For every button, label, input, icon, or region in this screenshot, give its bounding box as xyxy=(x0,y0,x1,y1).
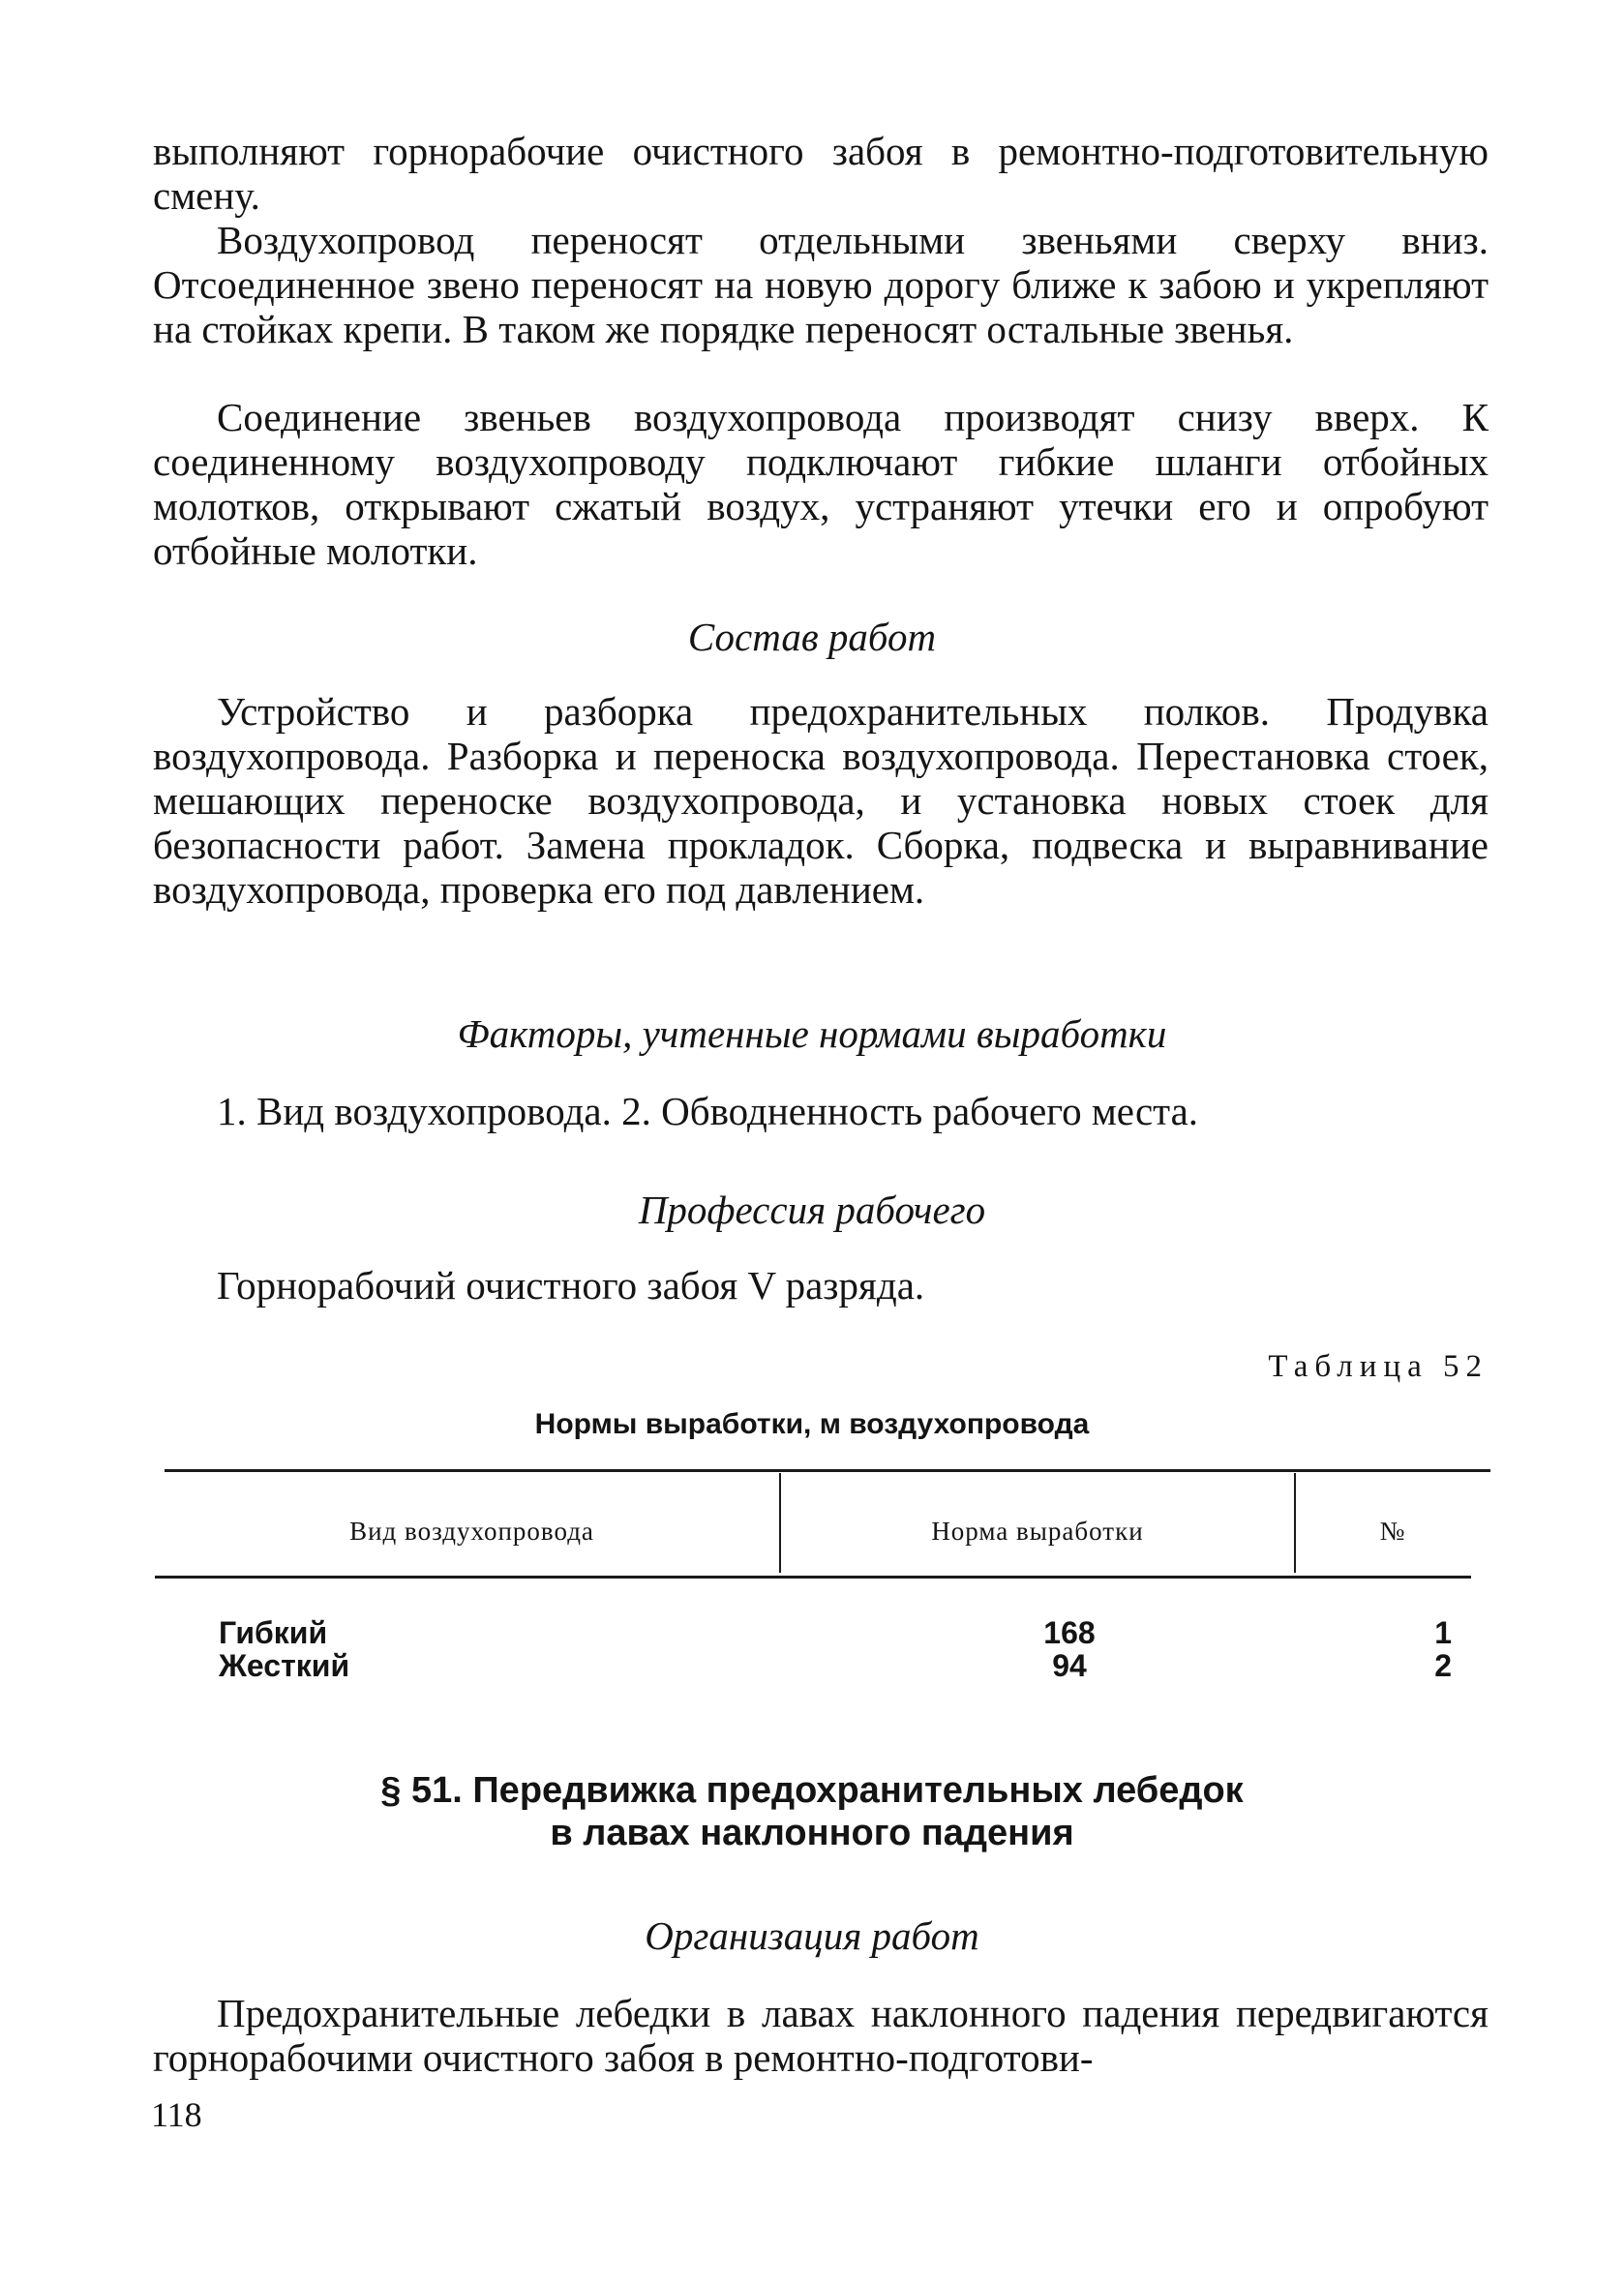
paragraph-work-composition: Устройство и разборка предохранительных полков. Продувка воздухопровода. Разборка и переноска воздухопровода. Перестановка стоек, мешающих переноске воздухопровода, и установка новых стоек для безопасности работ. Замена прокладок. Сборка, подвеска и выравнивание воздухопровода, проверка его под давлением. xyxy=(153,689,1489,912)
table-title: Нормы выработки, м воздухопровода xyxy=(534,1408,1090,1440)
paragraph-continuation: выполняют горнорабочие очистного забоя в ремонтно-подготовительную смену. xyxy=(153,129,1489,218)
table-label: Таблица 52 xyxy=(1268,1349,1489,1384)
paragraph-profession: Горнорабочий очистного забоя V разряда. xyxy=(217,1263,925,1308)
section-51-title-line1: § 51. Передвижка предохранительных лебедок xyxy=(380,1770,1244,1811)
section-51-title-line2: в лавах наклонного падения xyxy=(550,1813,1074,1853)
table-cell-pipe-type: Гибкий xyxy=(219,1615,328,1650)
heading-work-composition: Состав работ xyxy=(687,615,937,659)
paragraph-work-organization: Предохранительные лебедки в лавах наклонного падения передвигаются горнорабочими очистного забоя в ремонтно-подготови- xyxy=(153,1991,1489,2080)
table-header-pipe-type: Вид воздухопровода xyxy=(349,1517,594,1546)
paragraph-air-pipe-connection: Соединение звеньев воздухопровода производят снизу вверх. К соединенному воздухопроводу подключают гибкие шланги отбойных молотков, открывают сжатый воздух, устраняют утечки его и опробуют отбойные молотки. xyxy=(153,395,1489,573)
table-cell-number: 1 xyxy=(1434,1615,1452,1650)
heading-profession: Профессия рабочего xyxy=(638,1188,986,1232)
page-number: 118 xyxy=(151,2095,202,2134)
table-top-rule xyxy=(165,1469,1490,1472)
paragraph-air-pipe-transfer: Воздухопровод переносят отдельными звеньями сверху вниз. Отсоединенное звено переносят на новую дорогу ближе к забою и укрепляют на стойках крепи. В таком же порядке переносят остальные звенья. xyxy=(153,218,1489,351)
table-header-number: № xyxy=(1379,1517,1406,1546)
section-51-title xyxy=(0,1769,1624,1854)
table-cell-norm: 168 xyxy=(1043,1615,1096,1650)
table-header-rule xyxy=(155,1576,1471,1579)
heading-factors: Факторы, учтенные нормами выработки xyxy=(457,1011,1167,1056)
table-cell-number: 2 xyxy=(1434,1648,1452,1683)
table-header-norm: Норма выработки xyxy=(931,1517,1144,1546)
paragraph-factors: 1. Вид воздухопровода. 2. Обводненность рабочего места. xyxy=(217,1089,1199,1133)
heading-work-organization: Организация работ xyxy=(645,1913,979,1958)
table-cell-pipe-type: Жесткий xyxy=(219,1648,350,1683)
table-cell-norm: 94 xyxy=(1052,1648,1087,1683)
